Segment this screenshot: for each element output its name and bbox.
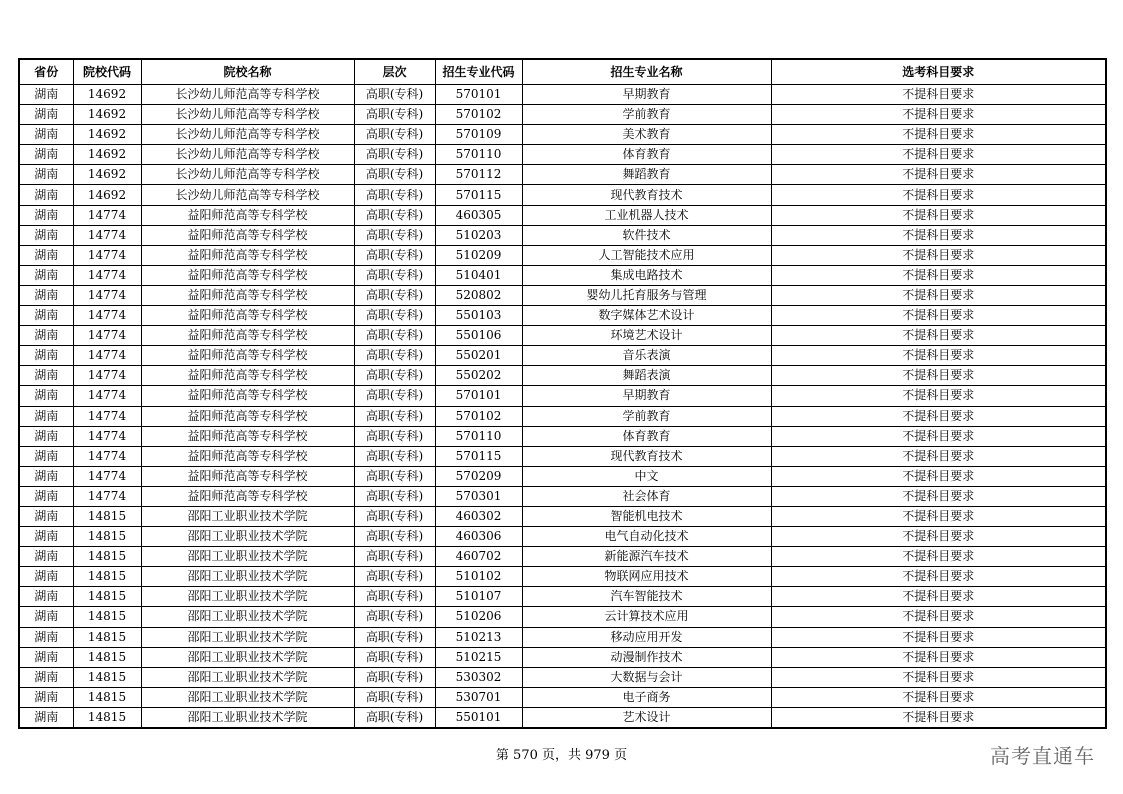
cell-level: 高职(专科)	[354, 225, 435, 245]
table-row	[19, 285, 1106, 305]
cell-subject-requirement: 不提科目要求	[771, 346, 1106, 366]
cell-major-code: 510206	[435, 607, 522, 627]
cell-school-name: 长沙幼儿师范高等专科学校	[141, 145, 354, 165]
cell-major-name: 美术教育	[522, 125, 771, 145]
cell-school-code: 14774	[73, 265, 141, 285]
table-row	[19, 707, 1106, 728]
cell-major-code: 550202	[435, 366, 522, 386]
cell-major-code: 510213	[435, 627, 522, 647]
cell-level: 高职(专科)	[354, 527, 435, 547]
cell-school-name: 长沙幼儿师范高等专科学校	[141, 85, 354, 105]
table-row	[19, 326, 1106, 346]
cell-major-code: 550106	[435, 326, 522, 346]
cell-school-code: 14815	[73, 707, 141, 728]
cell-level: 高职(专科)	[354, 567, 435, 587]
cell-subject-requirement: 不提科目要求	[771, 707, 1106, 728]
cell-school-name: 益阳师范高等专科学校	[141, 225, 354, 245]
cell-level: 高职(专科)	[354, 205, 435, 225]
cell-major-name: 软件技术	[522, 225, 771, 245]
cell-province: 湖南	[19, 326, 73, 346]
cell-major-code: 570112	[435, 165, 522, 185]
cell-school-name: 益阳师范高等专科学校	[141, 366, 354, 386]
table-row	[19, 165, 1106, 185]
cell-province: 湖南	[19, 265, 73, 285]
cell-province: 湖南	[19, 527, 73, 547]
cell-subject-requirement: 不提科目要求	[771, 446, 1106, 466]
cell-major-name: 动漫制作技术	[522, 647, 771, 667]
cell-major-code: 460302	[435, 506, 522, 526]
cell-major-name: 环境艺术设计	[522, 326, 771, 346]
cell-school-code: 14815	[73, 627, 141, 647]
cell-school-name: 益阳师范高等专科学校	[141, 326, 354, 346]
cell-province: 湖南	[19, 366, 73, 386]
cell-school-code: 14774	[73, 346, 141, 366]
cell-school-code: 14692	[73, 185, 141, 205]
table-row	[19, 506, 1106, 526]
cell-province: 湖南	[19, 245, 73, 265]
cell-subject-requirement: 不提科目要求	[771, 607, 1106, 627]
cell-major-name: 体育教育	[522, 145, 771, 165]
table-row	[19, 547, 1106, 567]
table-row	[19, 446, 1106, 466]
cell-subject-requirement: 不提科目要求	[771, 306, 1106, 326]
header-subject-requirement: 选考科目要求	[771, 59, 1106, 85]
cell-major-name: 早期教育	[522, 386, 771, 406]
cell-subject-requirement: 不提科目要求	[771, 687, 1106, 707]
cell-level: 高职(专科)	[354, 506, 435, 526]
cell-major-name: 集成电路技术	[522, 265, 771, 285]
cell-school-code: 14692	[73, 165, 141, 185]
cell-school-code: 14774	[73, 326, 141, 346]
cell-school-code: 14692	[73, 105, 141, 125]
cell-level: 高职(专科)	[354, 627, 435, 647]
table-row	[19, 527, 1106, 547]
cell-level: 高职(专科)	[354, 426, 435, 446]
cell-school-name: 邵阳工业职业技术学院	[141, 687, 354, 707]
cell-level: 高职(专科)	[354, 185, 435, 205]
cell-province: 湖南	[19, 687, 73, 707]
cell-province: 湖南	[19, 165, 73, 185]
cell-province: 湖南	[19, 587, 73, 607]
header-level: 层次	[354, 59, 435, 85]
table-row	[19, 245, 1106, 265]
cell-school-code: 14815	[73, 667, 141, 687]
table-row	[19, 647, 1106, 667]
cell-province: 湖南	[19, 667, 73, 687]
cell-school-name: 邵阳工业职业技术学院	[141, 527, 354, 547]
cell-subject-requirement: 不提科目要求	[771, 105, 1106, 125]
cell-school-name: 益阳师范高等专科学校	[141, 265, 354, 285]
cell-school-name: 益阳师范高等专科学校	[141, 446, 354, 466]
cell-province: 湖南	[19, 105, 73, 125]
cell-subject-requirement: 不提科目要求	[771, 265, 1106, 285]
cell-subject-requirement: 不提科目要求	[771, 547, 1106, 567]
cell-school-code: 14774	[73, 245, 141, 265]
cell-major-name: 学前教育	[522, 105, 771, 125]
cell-subject-requirement: 不提科目要求	[771, 85, 1106, 105]
cell-major-name: 云计算技术应用	[522, 607, 771, 627]
cell-school-name: 邵阳工业职业技术学院	[141, 547, 354, 567]
cell-school-name: 长沙幼儿师范高等专科学校	[141, 165, 354, 185]
cell-major-name: 数字媒体艺术设计	[522, 306, 771, 326]
cell-province: 湖南	[19, 607, 73, 627]
table-row	[19, 627, 1106, 647]
cell-province: 湖南	[19, 466, 73, 486]
cell-school-code: 14692	[73, 85, 141, 105]
cell-school-code: 14815	[73, 527, 141, 547]
cell-level: 高职(专科)	[354, 607, 435, 627]
cell-province: 湖南	[19, 386, 73, 406]
table-row	[19, 85, 1106, 105]
cell-school-name: 邵阳工业职业技术学院	[141, 567, 354, 587]
cell-province: 湖南	[19, 225, 73, 245]
cell-major-name: 移动应用开发	[522, 627, 771, 647]
cell-school-name: 邵阳工业职业技术学院	[141, 607, 354, 627]
cell-subject-requirement: 不提科目要求	[771, 506, 1106, 526]
header-major-code: 招生专业代码	[435, 59, 522, 85]
cell-major-name: 体育教育	[522, 426, 771, 446]
cell-subject-requirement: 不提科目要求	[771, 426, 1106, 446]
cell-major-code: 570102	[435, 406, 522, 426]
cell-school-name: 益阳师范高等专科学校	[141, 386, 354, 406]
cell-subject-requirement: 不提科目要求	[771, 486, 1106, 506]
table-row	[19, 466, 1106, 486]
cell-major-code: 570101	[435, 386, 522, 406]
cell-level: 高职(专科)	[354, 245, 435, 265]
header-school-code: 院校代码	[73, 59, 141, 85]
cell-province: 湖南	[19, 567, 73, 587]
cell-subject-requirement: 不提科目要求	[771, 527, 1106, 547]
cell-school-name: 邵阳工业职业技术学院	[141, 647, 354, 667]
cell-province: 湖南	[19, 627, 73, 647]
cell-school-name: 长沙幼儿师范高等专科学校	[141, 125, 354, 145]
page-number: 第 570 页，共 979 页	[495, 748, 628, 763]
cell-school-name: 长沙幼儿师范高等专科学校	[141, 105, 354, 125]
cell-school-code: 14692	[73, 145, 141, 165]
cell-level: 高职(专科)	[354, 647, 435, 667]
cell-major-name: 人工智能技术应用	[522, 245, 771, 265]
cell-major-name: 婴幼儿托育服务与管理	[522, 285, 771, 305]
cell-school-code: 14774	[73, 466, 141, 486]
cell-major-name: 工业机器人技术	[522, 205, 771, 225]
cell-major-name: 现代教育技术	[522, 446, 771, 466]
admissions-table	[18, 58, 1107, 729]
cell-subject-requirement: 不提科目要求	[771, 245, 1106, 265]
cell-school-name: 益阳师范高等专科学校	[141, 346, 354, 366]
cell-school-name: 益阳师范高等专科学校	[141, 406, 354, 426]
cell-province: 湖南	[19, 185, 73, 205]
cell-level: 高职(专科)	[354, 105, 435, 125]
table-row	[19, 687, 1106, 707]
cell-major-name: 舞蹈教育	[522, 165, 771, 185]
cell-province: 湖南	[19, 707, 73, 728]
cell-school-code: 14774	[73, 285, 141, 305]
cell-subject-requirement: 不提科目要求	[771, 466, 1106, 486]
cell-school-name: 长沙幼儿师范高等专科学校	[141, 185, 354, 205]
cell-major-name: 学前教育	[522, 406, 771, 426]
cell-province: 湖南	[19, 486, 73, 506]
cell-major-code: 530302	[435, 667, 522, 687]
cell-province: 湖南	[19, 506, 73, 526]
cell-school-code: 14774	[73, 426, 141, 446]
header-row	[19, 59, 1106, 85]
table-row	[19, 225, 1106, 245]
cell-major-code: 570110	[435, 426, 522, 446]
cell-major-code: 570115	[435, 446, 522, 466]
cell-subject-requirement: 不提科目要求	[771, 587, 1106, 607]
cell-subject-requirement: 不提科目要求	[771, 647, 1106, 667]
cell-subject-requirement: 不提科目要求	[771, 205, 1106, 225]
cell-subject-requirement: 不提科目要求	[771, 165, 1106, 185]
table-row	[19, 205, 1106, 225]
cell-province: 湖南	[19, 547, 73, 567]
cell-major-name: 音乐表演	[522, 346, 771, 366]
cell-level: 高职(专科)	[354, 386, 435, 406]
cell-major-code: 460306	[435, 527, 522, 547]
cell-major-name: 早期教育	[522, 85, 771, 105]
cell-subject-requirement: 不提科目要求	[771, 667, 1106, 687]
cell-major-code: 460702	[435, 547, 522, 567]
header-school-name: 院校名称	[141, 59, 354, 85]
cell-level: 高职(专科)	[354, 306, 435, 326]
cell-school-name: 邵阳工业职业技术学院	[141, 587, 354, 607]
cell-level: 高职(专科)	[354, 486, 435, 506]
cell-level: 高职(专科)	[354, 667, 435, 687]
cell-province: 湖南	[19, 446, 73, 466]
table-row	[19, 667, 1106, 687]
table-row	[19, 587, 1106, 607]
cell-school-code: 14815	[73, 687, 141, 707]
cell-major-code: 510209	[435, 245, 522, 265]
cell-school-name: 益阳师范高等专科学校	[141, 205, 354, 225]
table-row	[19, 486, 1106, 506]
cell-subject-requirement: 不提科目要求	[771, 567, 1106, 587]
table-row	[19, 366, 1106, 386]
cell-subject-requirement: 不提科目要求	[771, 386, 1106, 406]
table-row	[19, 386, 1106, 406]
table-row	[19, 265, 1106, 285]
cell-province: 湖南	[19, 306, 73, 326]
cell-level: 高职(专科)	[354, 265, 435, 285]
cell-level: 高职(专科)	[354, 165, 435, 185]
cell-school-code: 14815	[73, 567, 141, 587]
cell-level: 高职(专科)	[354, 326, 435, 346]
table-row	[19, 406, 1106, 426]
cell-subject-requirement: 不提科目要求	[771, 225, 1106, 245]
cell-major-code: 550201	[435, 346, 522, 366]
cell-school-code: 14774	[73, 225, 141, 245]
cell-major-code: 520802	[435, 285, 522, 305]
cell-school-code: 14774	[73, 366, 141, 386]
cell-major-code: 570115	[435, 185, 522, 205]
cell-major-code: 550103	[435, 306, 522, 326]
cell-school-code: 14692	[73, 125, 141, 145]
table-row	[19, 306, 1106, 326]
cell-level: 高职(专科)	[354, 446, 435, 466]
cell-school-code: 14815	[73, 647, 141, 667]
table-row	[19, 145, 1106, 165]
cell-school-code: 14774	[73, 306, 141, 326]
cell-level: 高职(专科)	[354, 406, 435, 426]
cell-major-name: 大数据与会计	[522, 667, 771, 687]
cell-school-code: 14815	[73, 587, 141, 607]
cell-major-code: 530701	[435, 687, 522, 707]
table-row	[19, 426, 1106, 446]
cell-school-name: 邵阳工业职业技术学院	[141, 506, 354, 526]
cell-major-code: 570209	[435, 466, 522, 486]
cell-level: 高职(专科)	[354, 547, 435, 567]
cell-major-code: 510107	[435, 587, 522, 607]
cell-school-name: 益阳师范高等专科学校	[141, 466, 354, 486]
cell-major-code: 510215	[435, 647, 522, 667]
table-row	[19, 607, 1106, 627]
cell-subject-requirement: 不提科目要求	[771, 125, 1106, 145]
cell-subject-requirement: 不提科目要求	[771, 326, 1106, 346]
cell-school-name: 邵阳工业职业技术学院	[141, 667, 354, 687]
cell-province: 湖南	[19, 285, 73, 305]
cell-province: 湖南	[19, 125, 73, 145]
cell-major-name: 社会体育	[522, 486, 771, 506]
cell-school-code: 14774	[73, 406, 141, 426]
cell-major-name: 中文	[522, 466, 771, 486]
watermark-logo: 高考直通车	[990, 744, 1095, 768]
cell-subject-requirement: 不提科目要求	[771, 406, 1106, 426]
cell-level: 高职(专科)	[354, 707, 435, 728]
cell-level: 高职(专科)	[354, 145, 435, 165]
cell-level: 高职(专科)	[354, 285, 435, 305]
header-major-name: 招生专业名称	[522, 59, 771, 85]
cell-school-name: 邵阳工业职业技术学院	[141, 707, 354, 728]
cell-major-name: 艺术设计	[522, 707, 771, 728]
cell-major-code: 570110	[435, 145, 522, 165]
cell-major-name: 电子商务	[522, 687, 771, 707]
cell-major-name: 智能机电技术	[522, 506, 771, 526]
table-row	[19, 125, 1106, 145]
cell-school-name: 益阳师范高等专科学校	[141, 306, 354, 326]
cell-province: 湖南	[19, 406, 73, 426]
cell-major-code: 510401	[435, 265, 522, 285]
cell-school-code: 14774	[73, 486, 141, 506]
table-row	[19, 567, 1106, 587]
cell-level: 高职(专科)	[354, 125, 435, 145]
cell-subject-requirement: 不提科目要求	[771, 285, 1106, 305]
cell-school-name: 益阳师范高等专科学校	[141, 486, 354, 506]
cell-level: 高职(专科)	[354, 587, 435, 607]
cell-major-name: 舞蹈表演	[522, 366, 771, 386]
cell-school-code: 14774	[73, 205, 141, 225]
cell-school-name: 益阳师范高等专科学校	[141, 285, 354, 305]
cell-school-name: 邵阳工业职业技术学院	[141, 627, 354, 647]
cell-major-name: 物联网应用技术	[522, 567, 771, 587]
cell-major-code: 570101	[435, 85, 522, 105]
cell-major-code: 570109	[435, 125, 522, 145]
cell-province: 湖南	[19, 145, 73, 165]
cell-major-name: 电气自动化技术	[522, 527, 771, 547]
cell-province: 湖南	[19, 346, 73, 366]
cell-level: 高职(专科)	[354, 466, 435, 486]
table-row	[19, 185, 1106, 205]
cell-subject-requirement: 不提科目要求	[771, 185, 1106, 205]
cell-school-code: 14815	[73, 607, 141, 627]
cell-province: 湖南	[19, 85, 73, 105]
cell-major-name: 现代教育技术	[522, 185, 771, 205]
cell-level: 高职(专科)	[354, 346, 435, 366]
cell-subject-requirement: 不提科目要求	[771, 366, 1106, 386]
cell-major-name: 新能源汽车技术	[522, 547, 771, 567]
cell-province: 湖南	[19, 647, 73, 667]
cell-school-name: 益阳师范高等专科学校	[141, 245, 354, 265]
header-province: 省份	[19, 59, 73, 85]
cell-school-code: 14774	[73, 386, 141, 406]
cell-school-code: 14815	[73, 506, 141, 526]
cell-province: 湖南	[19, 205, 73, 225]
cell-major-name: 汽车智能技术	[522, 587, 771, 607]
cell-school-name: 益阳师范高等专科学校	[141, 426, 354, 446]
cell-school-code: 14774	[73, 446, 141, 466]
cell-level: 高职(专科)	[354, 366, 435, 386]
cell-major-code: 510102	[435, 567, 522, 587]
cell-major-code: 550101	[435, 707, 522, 728]
cell-major-code: 570102	[435, 105, 522, 125]
cell-school-code: 14815	[73, 547, 141, 567]
cell-major-code: 510203	[435, 225, 522, 245]
cell-subject-requirement: 不提科目要求	[771, 145, 1106, 165]
table-row	[19, 346, 1106, 366]
cell-major-code: 460305	[435, 205, 522, 225]
cell-level: 高职(专科)	[354, 687, 435, 707]
cell-subject-requirement: 不提科目要求	[771, 627, 1106, 647]
cell-major-code: 570301	[435, 486, 522, 506]
cell-level: 高职(专科)	[354, 85, 435, 105]
cell-province: 湖南	[19, 426, 73, 446]
table-row	[19, 105, 1106, 125]
